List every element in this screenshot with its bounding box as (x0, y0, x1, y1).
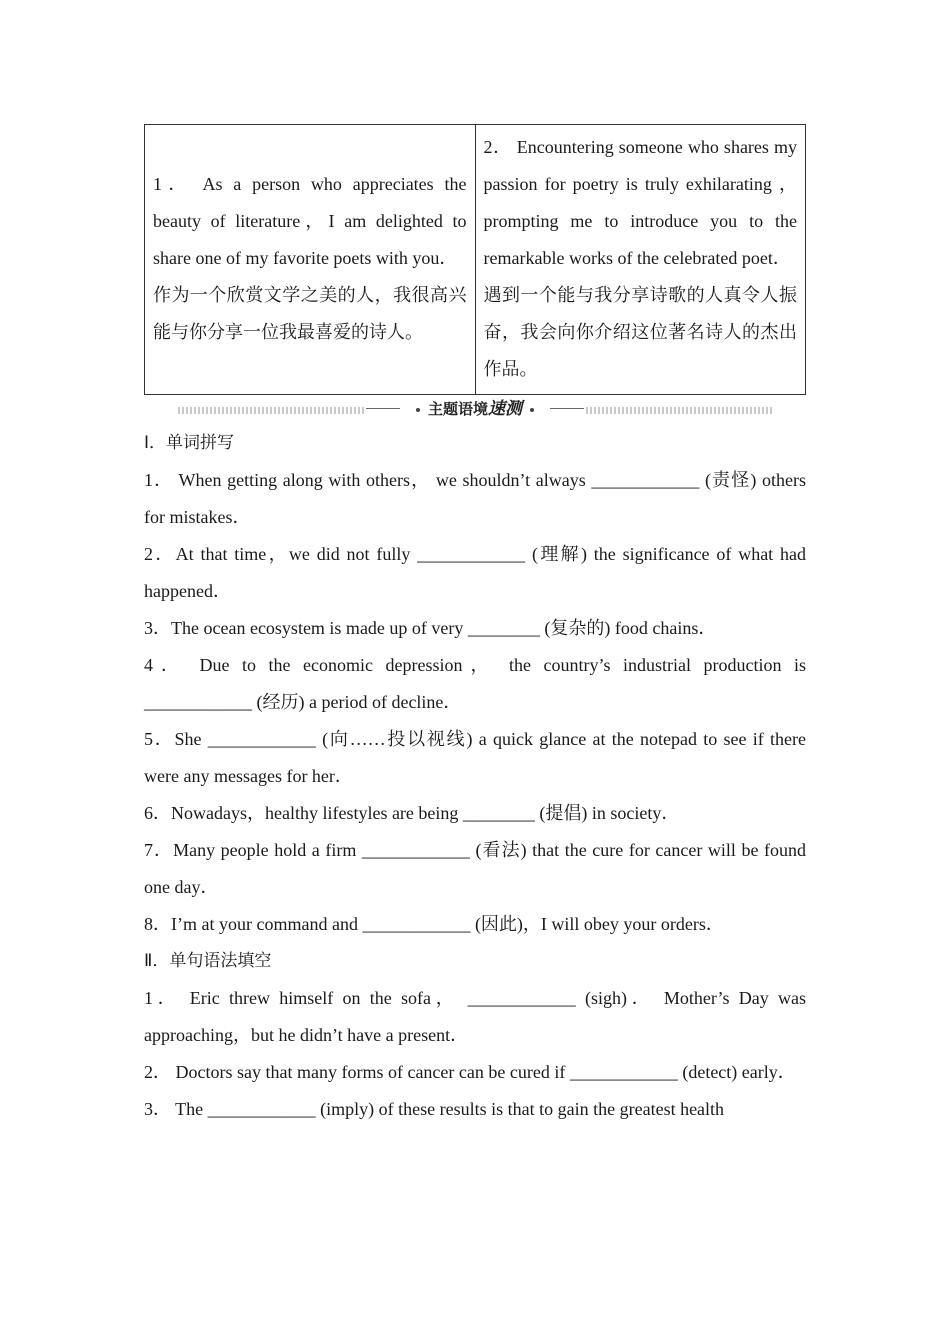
sample-sentence-2 (475, 125, 806, 395)
divider-badge (366, 397, 584, 421)
exercise-item: 4． Due to the economic depression， the country’s industrial production is ____________ (经历) a period of decline． (144, 655, 806, 712)
exercise-item: 8．I’m at your command and ____________ (因此)，I will obey your orders． (144, 914, 724, 934)
exercise-item: 7．Many people hold a firm ____________ (看法) that the cure for cancer will be found one day． (144, 840, 806, 897)
exercise-item: 2． Doctors say that many forms of cancer can be cured if ____________ (detect) early． (144, 1062, 796, 1082)
exercise-item: 3． The ____________ (imply) of these results is that to gain the greatest health (144, 1099, 725, 1119)
exercise-item: 5．She ____________ (向……投以视线) a quick glance at the notepad to see if there were any messages for her． (144, 729, 806, 786)
exercise-item: 6．Nowadays，healthy lifestyles are being ________ (提倡) in society． (144, 803, 680, 823)
table-row (145, 125, 806, 395)
exercise-item: 3．The ocean ecosystem is made up of very ________ (复杂的) food chains． (144, 618, 717, 638)
divider-dot-icon (530, 408, 534, 412)
section-heading-grammar-fill: Ⅱ．单句语法填空 (144, 951, 272, 971)
section-divider (144, 395, 806, 425)
sample-sentence-2-cn: 遇到一个能与我分享诗歌的人真令人振奋，我会向你介绍这位著名诗人的杰出作品。 (483, 285, 797, 379)
exercise-item: 2．At that time，we did not fully ____________ (理解) the significance of what had happened． (144, 544, 806, 601)
divider-dot-icon (416, 408, 420, 412)
exercise-item: 1． Eric threw himself on the sofa， ____________ (sigh)． Mother’s Day was approaching，but he didn’t have a present． (144, 988, 806, 1045)
sample-sentence-1 (145, 125, 476, 395)
sample-sentence-2-en: 2． Encountering someone who shares my passion for poetry is truly exhilarating ， prompting me to introduce you to the remarkable works of the celebrated poet． (483, 137, 797, 268)
exercise-item: 1． When getting along with others， we shouldn’t always ____________ (责怪) others for mistakes． (144, 470, 806, 527)
sample-sentences-table (144, 124, 806, 395)
divider-emphasis: 速测 (488, 399, 522, 419)
divider-title: 主题语境 (427, 400, 488, 418)
sample-sentence-1-cn: 作为一个欣赏文学之美的人，我很高兴能与你分享一位我最喜爱的诗人。 (153, 285, 467, 342)
section-heading-word-spelling: Ⅰ．单词拼写 (144, 433, 235, 453)
page-content (144, 124, 806, 1128)
exercises (144, 425, 806, 1128)
sample-sentence-1-en: 1． As a person who appreciates the beauty of literature，I am delighted to share one of my favorite poets with you． (153, 174, 467, 268)
